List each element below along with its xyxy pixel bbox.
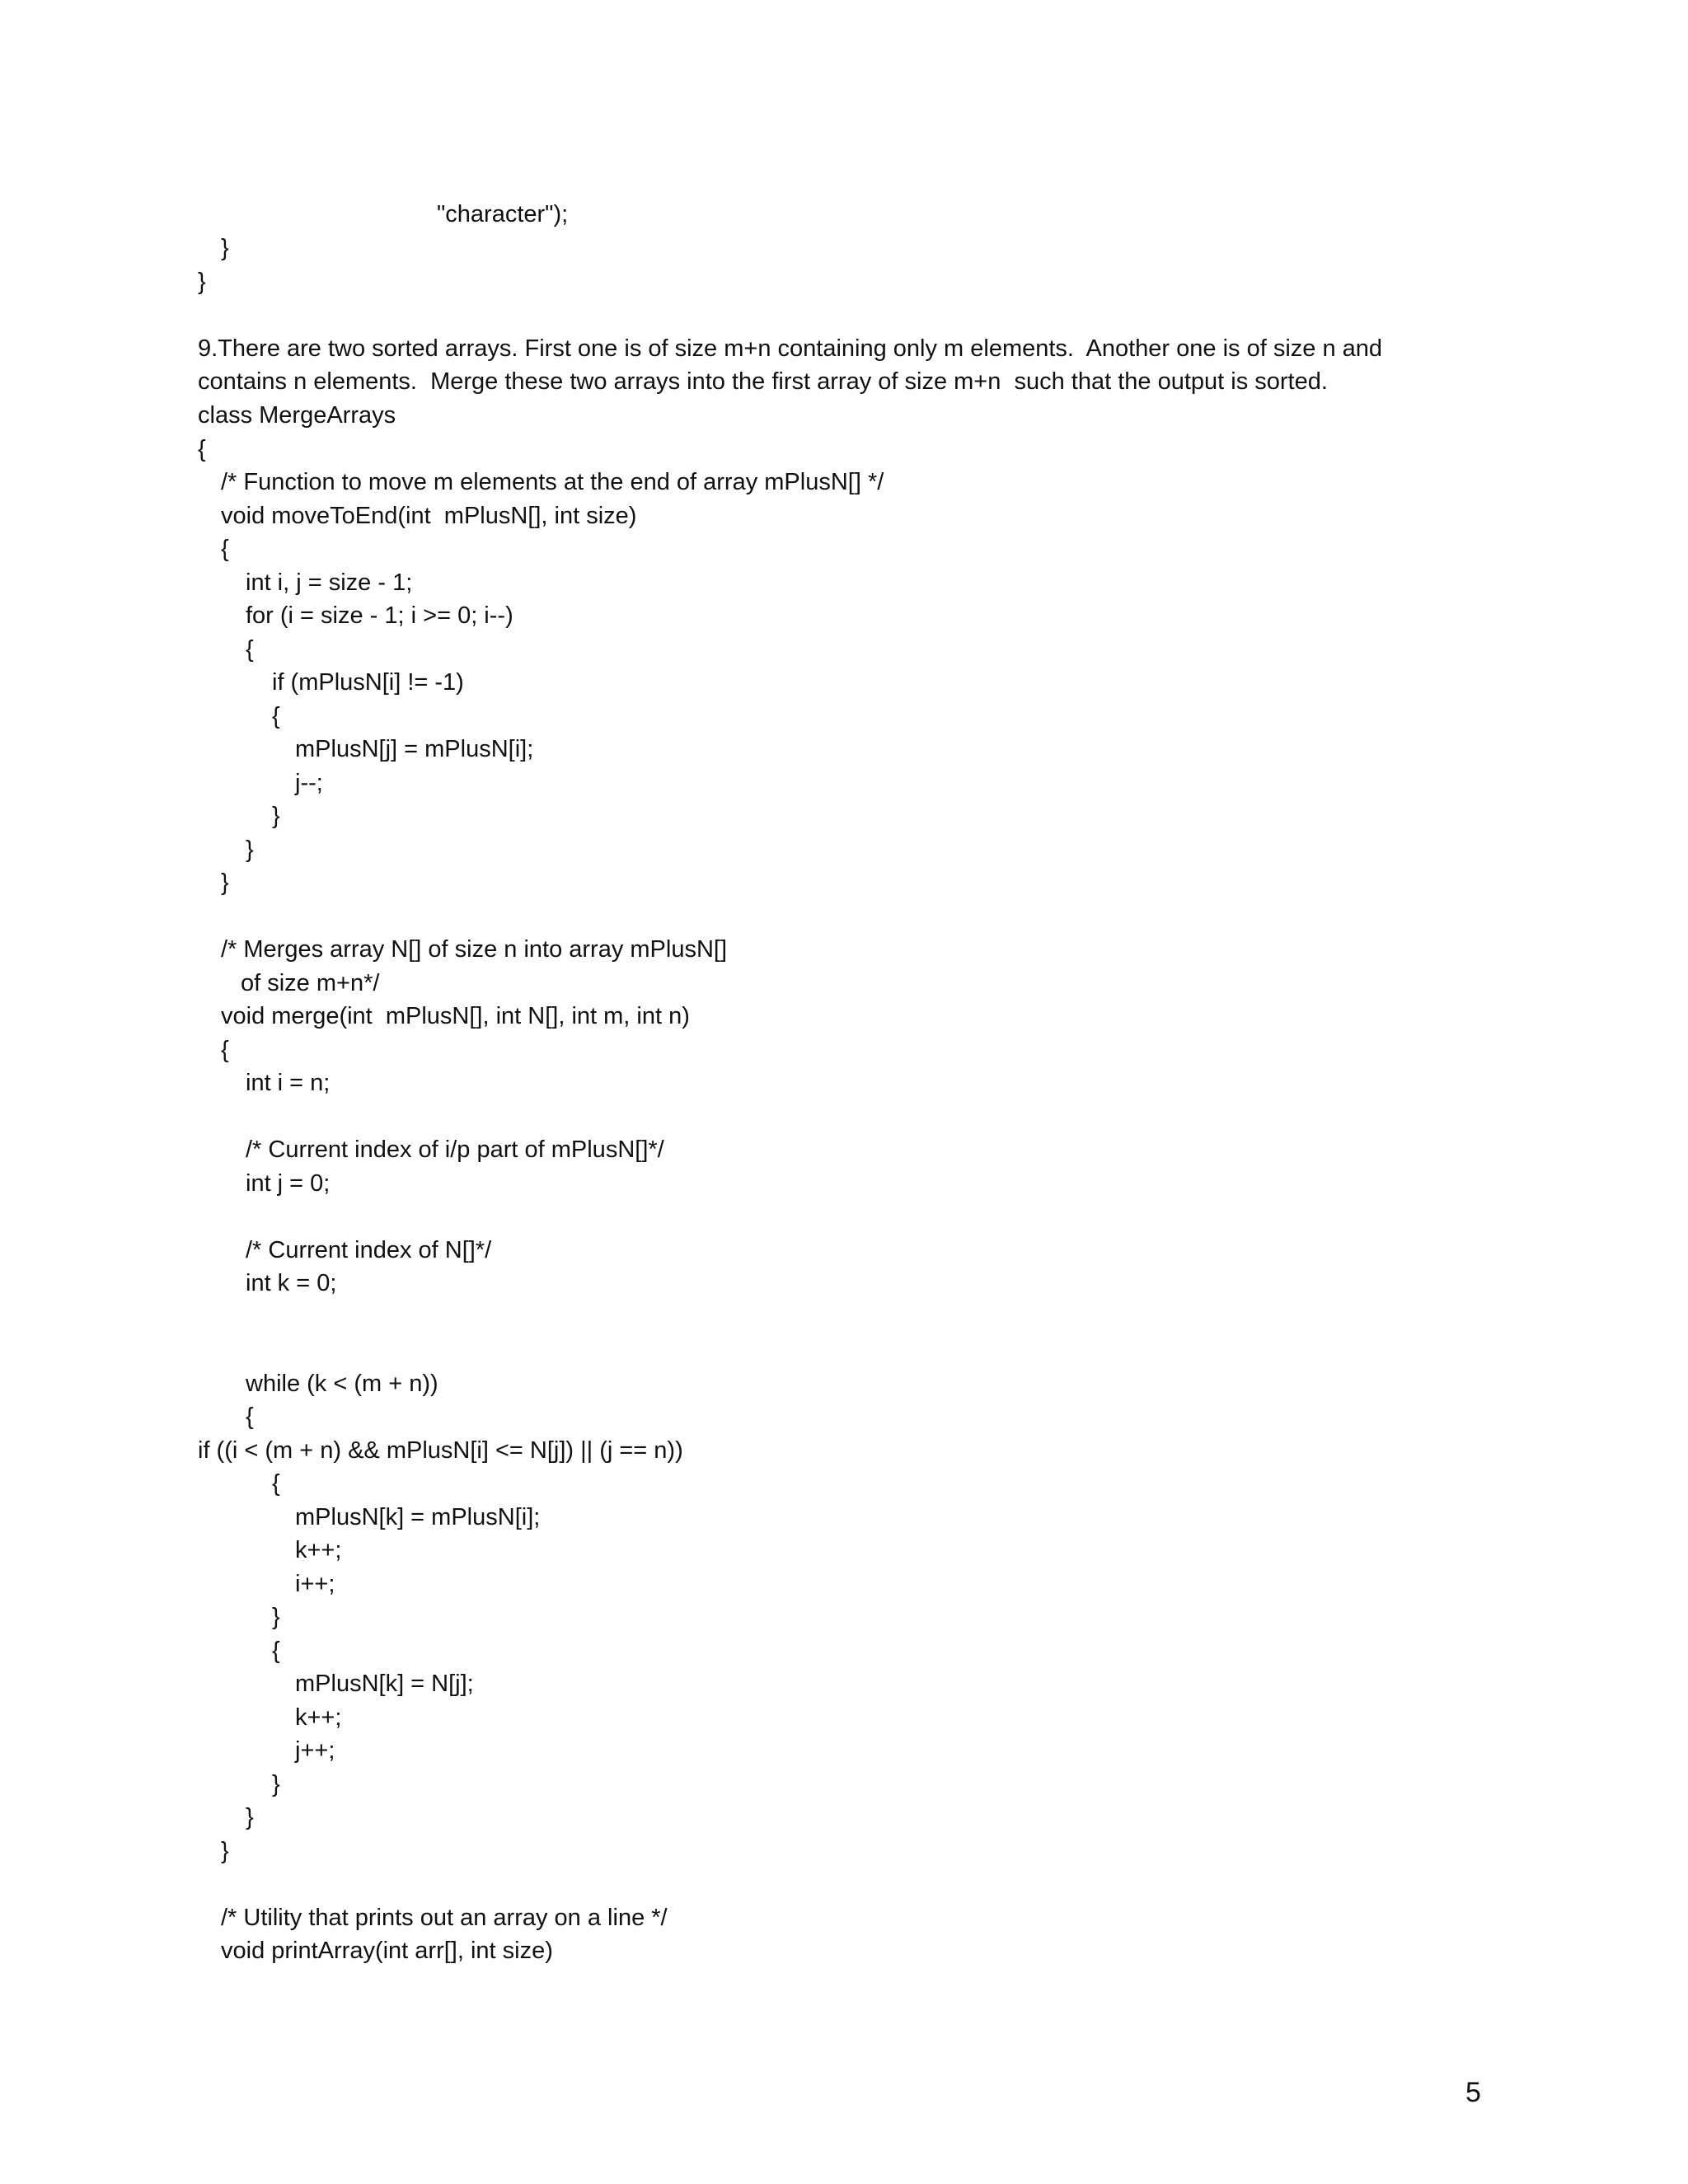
code-line: int i = n; — [246, 1070, 331, 1096]
code-line: int k = 0; — [246, 1270, 337, 1296]
code-line: /* Current index of N[]*/ — [246, 1237, 492, 1263]
code-line: } — [221, 1838, 229, 1864]
code-line: } — [221, 235, 229, 261]
code-line: } — [272, 1771, 280, 1797]
code-line: k++; — [295, 1704, 342, 1731]
code-line: { — [246, 1404, 254, 1430]
code-line: class MergeArrays — [198, 402, 396, 429]
code-line: void moveToEnd(int mPlusN[], int size) — [221, 503, 637, 529]
code-line: void merge(int mPlusN[], int N[], int m, int n) — [221, 1003, 690, 1029]
code-line: } — [272, 1604, 280, 1630]
code-line: { — [198, 436, 206, 462]
code-line: } — [246, 837, 254, 863]
code-line: j--; — [295, 770, 323, 796]
code-line: /* Utility that prints out an array on a line */ — [221, 1905, 668, 1931]
question-text-line-2: contains n elements. Merge these two arrays into the first array of size m+n such that the output is sorted. — [198, 368, 1328, 395]
code-line: /* Function to move m elements at the end of array mPlusN[] */ — [221, 469, 884, 495]
code-line: } — [272, 803, 280, 829]
code-line: while (k < (m + n)) — [246, 1371, 438, 1397]
code-line: if ((i < (m + n) && mPlusN[i] <= N[j]) || (j == n)) — [198, 1437, 683, 1464]
code-line: { — [221, 1037, 229, 1063]
question-text-line-1: 9.There are two sorted arrays. First one is of size m+n containing only m elements. Another one is of size n and — [198, 335, 1383, 362]
code-line: /* Merges array N[] of size n into array mPlusN[] — [221, 936, 728, 963]
code-line: { — [272, 1638, 280, 1664]
code-line: void printArray(int arr[], int size) — [221, 1938, 553, 1964]
code-line: } — [246, 1804, 254, 1830]
code-line: for (i = size - 1; i >= 0; i--) — [246, 602, 513, 629]
code-line: } — [198, 269, 206, 295]
code-line: i++; — [295, 1571, 335, 1597]
code-line: } — [221, 869, 229, 896]
code-line: of size m+n*/ — [241, 970, 380, 996]
code-line: { — [221, 536, 229, 562]
code-line: int i, j = size - 1; — [246, 569, 413, 596]
page-number: 5 — [1465, 2077, 1481, 2108]
code-line: mPlusN[k] = N[j]; — [295, 1671, 474, 1697]
code-line: "character"); — [437, 201, 569, 227]
code-line: j++; — [295, 1737, 335, 1764]
code-line: { — [272, 703, 280, 729]
code-line: mPlusN[k] = mPlusN[i]; — [295, 1504, 541, 1530]
code-line: /* Current index of i/p part of mPlusN[]*/ — [246, 1137, 664, 1163]
code-line: if (mPlusN[i] != -1) — [272, 669, 464, 696]
code-line: mPlusN[j] = mPlusN[i]; — [295, 736, 534, 762]
code-line: { — [246, 636, 254, 663]
code-line: int j = 0; — [246, 1170, 331, 1197]
code-line: k++; — [295, 1537, 342, 1563]
code-line: { — [272, 1470, 280, 1497]
